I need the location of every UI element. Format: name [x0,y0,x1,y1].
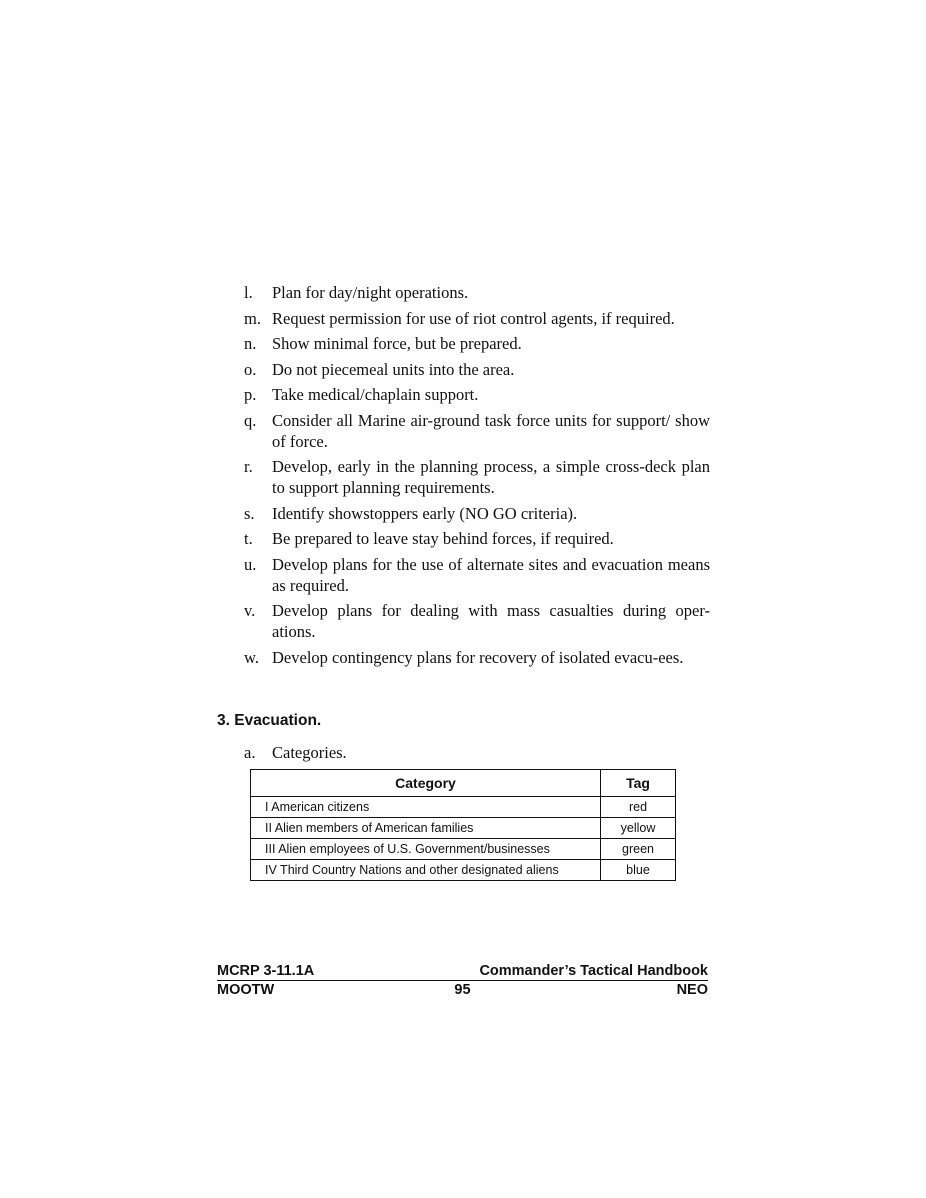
page-number: 95 [454,982,471,998]
sub-text: Categories. [272,743,347,762]
list-item [244,456,710,498]
list-item [244,308,710,329]
item-letter: n. [244,334,257,353]
subsection-categories [244,743,347,763]
categories-table [250,769,676,881]
item-text: Show minimal force, but be prepared. [272,334,522,353]
list-item [244,410,710,452]
page-footer [217,962,708,999]
footer-bottom-row [217,981,708,999]
item-letter: u. [244,554,257,574]
category-cell: III Alien employees of U.S. Government/businesses [251,839,601,860]
list-item [244,282,710,303]
list-item [244,647,710,668]
item-text: Develop plans for dealing with mass casualties during oper-ations. [272,601,710,641]
header-tag: Tag [601,770,676,797]
item-letter: o. [244,359,257,379]
category-cell: I American citizens [251,797,601,818]
item-text: Be prepared to leave stay behind forces, if required. [272,529,614,548]
planning-checklist [244,282,710,672]
footer-top-row [217,962,708,980]
table-header-row [251,770,676,797]
item-text: Develop contingency plans for recovery of isolated evacu-ees. [272,647,684,667]
tag-cell: red [601,797,676,818]
table-row [251,797,676,818]
footer-section-left: MOOTW [217,982,275,998]
item-letter: t. [244,529,253,548]
item-text: Request permission for use of riot control agents, if required. [272,308,675,328]
item-letter: p. [244,385,257,404]
list-item [244,359,710,380]
item-letter: r. [244,457,253,476]
item-letter: w. [244,647,259,667]
item-text: Do not piecemeal units into the area. [272,359,515,379]
table-row [251,818,676,839]
list-item [244,384,710,405]
handbook-title: Commander’s Tactical Handbook [479,963,708,979]
category-cell: II Alien members of American families [251,818,601,839]
item-text: Consider all Marine air-ground task force units for support/ show of force. [272,410,710,451]
list-item [244,554,710,596]
tag-cell: yellow [601,818,676,839]
item-letter: q. [244,410,257,430]
sub-letter: a. [244,743,256,762]
list-item [244,333,710,354]
list-item [244,600,710,642]
item-letter: l. [244,283,253,302]
category-cell: IV Third Country Nations and other designated aliens [251,860,601,881]
item-text: Identify showstoppers early (NO GO criteria). [272,503,578,523]
table-row [251,860,676,881]
doc-number: MCRP 3-11.1A [217,963,315,979]
item-letter: v. [244,601,256,620]
list-item [244,528,710,549]
item-letter: m. [244,308,261,328]
item-text: Develop plans for the use of alternate sites and evacuation means as required. [272,554,710,595]
tag-cell: blue [601,860,676,881]
section-heading: 3. Evacuation. [217,712,322,729]
footer-section-right: NEO [676,982,708,998]
item-text: Develop, early in the planning process, a simple cross-deck plan to support planning requirements. [272,457,710,497]
item-text: Plan for day/night operations. [272,283,469,302]
header-category: Category [251,770,601,797]
item-letter: s. [244,503,255,523]
list-item [244,503,710,524]
table-row [251,839,676,860]
item-text: Take medical/chaplain support. [272,385,479,404]
tag-cell: green [601,839,676,860]
